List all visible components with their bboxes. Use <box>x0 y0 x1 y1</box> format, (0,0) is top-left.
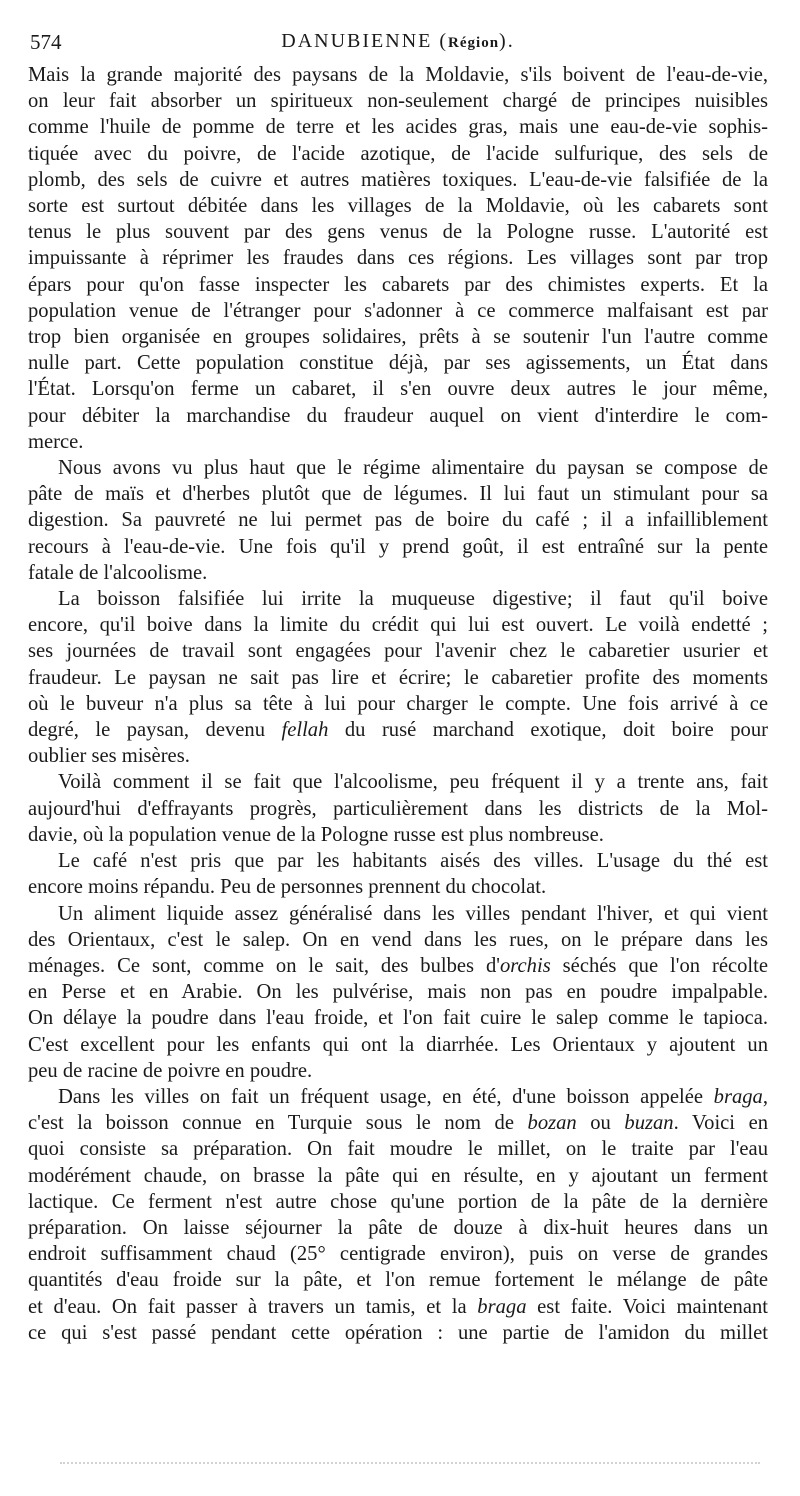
text-line: tenus le plus souvent par des gens venus de la Pologne russe. L'autorité est <box>28 221 768 244</box>
text-line: modérément chaude, on brasse la pâte qui en résulte, en y ajoutant un ferment <box>28 1164 768 1187</box>
text-line: fraudeur. Le paysan ne sait pas lire et écrire; le cabaretier profite des moments <box>28 666 768 689</box>
text-line: On délaye la poudre dans l'eau froide, et l'on fait cuire le salep comme le tapioca. <box>28 1007 768 1030</box>
text-line: Mais la grande majorité des paysans de la Moldavie, s'ils boivent de l'eau-de-vie, <box>28 64 768 86</box>
paragraph <box>28 455 768 586</box>
text-line: Un aliment liquide assez généralisé dans les villes pendant l'hiver, et qui vient <box>58 902 768 925</box>
text-line: La boisson falsifiée lui irrite la muqueuse digestive; il faut qu'il boive <box>58 588 768 611</box>
text-line: davie, où la population venue de la Pologne russe est plus nombreuse. <box>28 823 604 846</box>
text-line: en Perse et en Arabie. On les pulvérise, mais non pas en poudre impalpable. <box>28 981 768 1004</box>
running-title-close: ). <box>499 30 515 52</box>
paragraph <box>28 1084 768 1346</box>
text-line: impuissante à réprimer les fraudes dans ces régions. Les villages sont par trop <box>28 247 768 270</box>
text-line: aujourd'hui d'effrayants progrès, particulièrement dans les districts de la Mol- <box>28 797 768 820</box>
text-line: lactique. Ce ferment n'est autre chose qu'une portion de la pâte de la dernière <box>28 1190 768 1213</box>
text-line: degré, le paysan, devenu fellah du rusé marchand exotique, doit boire pour <box>28 719 769 742</box>
text-line: endroit suffisamment chaud (25° centigrade environ), puis on verse de grandes <box>28 1243 768 1266</box>
text-line: digestion. Sa pauvreté ne lui permet pas de boire du café ; il a infailliblement <box>28 509 768 532</box>
book-page <box>28 26 768 1346</box>
text-line: peu de racine de poivre en poudre. <box>28 1059 313 1082</box>
text-line: encore, qu'il boive dans la limite du crédit qui lui est ouvert. Le voilà endetté ; <box>28 614 768 637</box>
text-line: on leur fait absorber un spiritueux non-seulement chargé de principes nuisibles <box>28 90 768 113</box>
page-header <box>28 26 768 62</box>
text-line: préparation. On laisse séjourner la pâte de douze à dix-huit heures dans un <box>28 1216 768 1239</box>
text-line: pâte de maïs et d'herbes plutôt que de légumes. Il lui faut un stimulant pour sa <box>28 483 768 506</box>
text-line: fatale de l'alcoolisme. <box>28 561 208 584</box>
text-line: trop bien organisée en groupes solidaires, prêts à se soutenir l'un l'autre comme <box>28 326 768 349</box>
text-line: plomb, des sels de cuivre et autres matières toxiques. L'eau-de-vie falsifiée de la <box>28 168 768 191</box>
text-line: l'État. Lorsqu'on ferme un cabaret, il s'en ouvre deux autres le jour même, <box>28 378 768 401</box>
text-line: merce. <box>28 430 84 453</box>
paragraph <box>28 586 768 769</box>
text-line: C'est excellent pour les enfants qui ont la diarrhée. Les Orientaux y ajoutent un <box>28 1033 768 1056</box>
text-line: quantités d'eau froide sur la pâte, et l'on remue fortement le mélange de pâte <box>28 1269 768 1292</box>
paragraph <box>28 62 768 455</box>
text-line: oublier ses misères. <box>28 745 190 768</box>
text-line: tiquée avec du poivre, de l'acide azotique, de l'acide sulfurique, des sels de <box>28 142 768 165</box>
paragraph <box>28 848 768 900</box>
text-line: Le café n'est pris que par les habitants aisés des villes. L'usage du thé est <box>58 850 768 873</box>
text-line: ménages. Ce sont, comme on le sait, des bulbes d'orchis séchés que l'on récolte <box>28 954 768 977</box>
text-line: Dans les villes on fait un fréquent usage, en été, d'une boisson appelée braga, <box>58 1085 768 1108</box>
page-number: 574 <box>30 30 62 54</box>
running-title <box>28 30 768 53</box>
text-line: pour débiter la marchandise du fraudeur auquel on vient d'interdire le com- <box>28 404 768 427</box>
text-line: sorte est surtout débitée dans les villages de la Moldavie, où les cabarets sont <box>28 195 768 218</box>
bottom-print-smudge <box>60 1462 760 1470</box>
body-text <box>28 62 768 1346</box>
paragraph <box>28 769 768 848</box>
text-line: où le buveur n'a plus sa tête à lui pour charger le compte. Une fois arrivé à ce <box>28 692 768 715</box>
text-line: ce qui s'est passé pendant cette opération : une partie de l'amidon du millet <box>28 1321 768 1344</box>
paragraph <box>28 901 768 1084</box>
running-title-main: DANUBIENNE ( <box>281 30 449 52</box>
text-line: quoi consiste sa préparation. On fait moudre le millet, on le traite par l'eau <box>28 1138 768 1161</box>
text-line: c'est la boisson connue en Turquie sous le nom de bozan ou buzan. Voici en <box>28 1112 769 1135</box>
text-line: Nous avons vu plus haut que le régime alimentaire du paysan se compose de <box>58 457 768 480</box>
text-line: ses journées de travail sont engagées pour l'avenir chez le cabaretier usurier et <box>28 640 768 663</box>
text-line: épars pour qu'on fasse inspecter les cabarets par des chimistes experts. Et la <box>28 273 768 296</box>
text-line: encore moins répandu. Peu de personnes prennent du chocolat. <box>28 876 547 899</box>
text-line: population venue de l'étranger pour s'adonner à ce commerce malfaisant est par <box>28 299 768 322</box>
running-title-region: Région <box>448 35 500 51</box>
text-line: des Orientaux, c'est le salep. On en vend dans les rues, on le prépare dans les <box>28 928 768 951</box>
text-line: et d'eau. On fait passer à travers un tamis, et la braga est faite. Voici maintenant <box>28 1295 769 1318</box>
text-line: Voilà comment il se fait que l'alcoolisme, peu fréquent il y a trente ans, fait <box>58 771 768 794</box>
text-line: comme l'huile de pomme de terre et les acides gras, mais une eau-de-vie sophis- <box>28 116 768 139</box>
text-line: nulle part. Cette population constitue déjà, par ses agissements, un État dans <box>28 352 768 375</box>
text-line: recours à l'eau-de-vie. Une fois qu'il y prend goût, il est entraîné sur la pente <box>28 535 768 558</box>
